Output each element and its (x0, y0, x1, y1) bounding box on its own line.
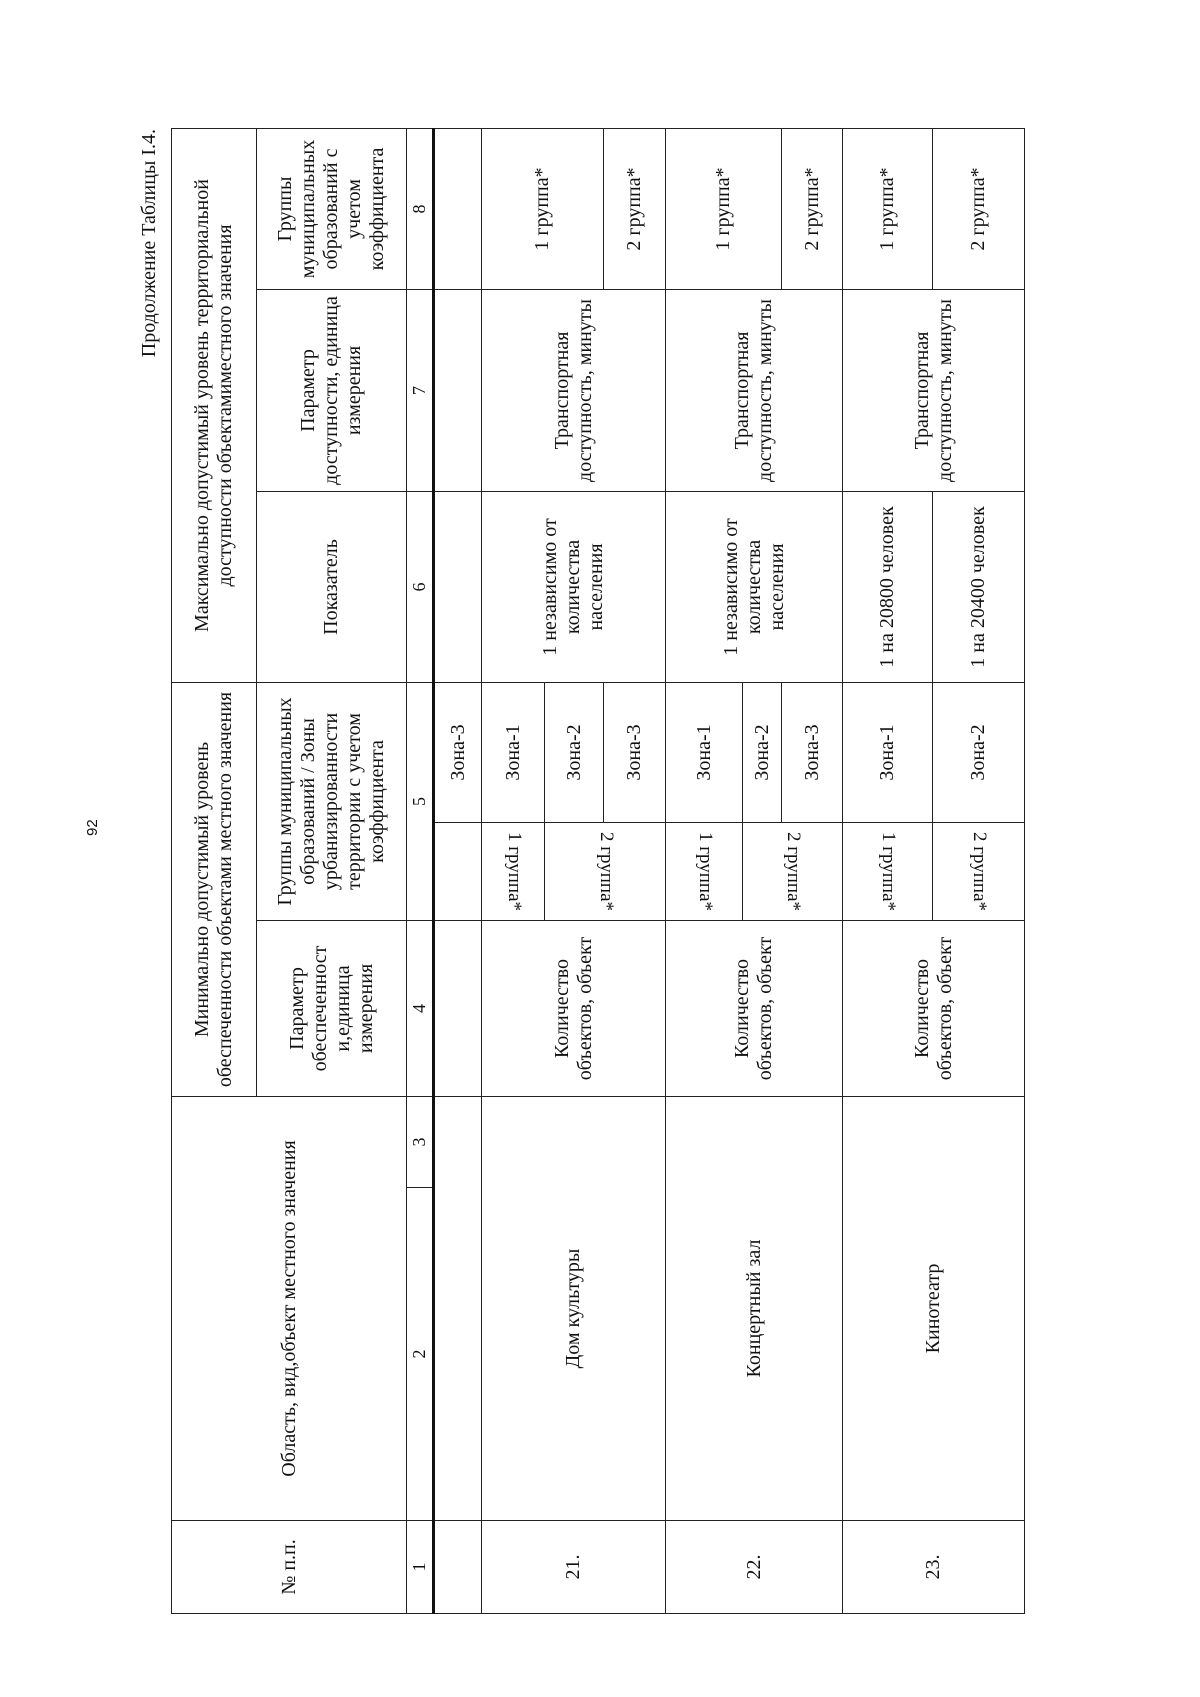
zone-cell: Зона-2 (933, 682, 1025, 822)
access-cell: Транспортная доступность, минуты (843, 289, 1025, 491)
zone-cell: Зона-2 (743, 682, 782, 822)
row-number: 23. (843, 1521, 1025, 1614)
group-cell: 2 группа* (782, 128, 843, 289)
header-col5: Группы муниципальных образований / Зоны урбанизированности территории с учетом коэффициента (257, 682, 407, 920)
object-name: Концертный зал (666, 1097, 843, 1521)
header-min-level: Минимально допустимый уровень обеспеченности объектами местного значения (172, 682, 257, 1096)
param-cell: Количество объектов, объект (666, 921, 843, 1097)
group-cell: 2 группа* (743, 823, 843, 921)
col-number: 3 (407, 1097, 434, 1188)
rotated-page (138, 129, 1112, 1614)
table-row-22 (666, 128, 743, 1613)
group-cell: 1 группа* (482, 823, 545, 921)
value-cell: 1 независимо от количества населения (482, 491, 666, 682)
row-number: 22. (666, 1521, 843, 1614)
group-cell: 2 группа* (545, 823, 666, 921)
zone-cell: Зона-1 (666, 682, 743, 822)
group-cell: 2 группа* (933, 823, 1025, 921)
header-area: Область, вид,объект местного значения (172, 1097, 407, 1521)
zone-cell: Зона-1 (843, 682, 933, 822)
column-number-row (407, 128, 434, 1613)
zone-cell: Зона-3 (782, 682, 843, 822)
value-cell: 1 на 20400 человек (933, 491, 1025, 682)
zone-cell: Зона-1 (482, 682, 545, 822)
col-number: 8 (407, 128, 434, 289)
col-number: 7 (407, 289, 434, 491)
value-cell: 1 на 20800 человек (843, 491, 933, 682)
param-cell: Количество объектов, объект (843, 921, 1025, 1097)
header-col8: Группы муниципальных образований с учетом коэффициента (257, 128, 407, 289)
header-col7: Параметр доступности, единица измерения (257, 289, 407, 491)
group-cell: 1 группа* (666, 823, 743, 921)
continuation-row (434, 128, 482, 1613)
col-number: 2 (407, 1188, 434, 1521)
group-cell: 1 группа* (482, 128, 604, 289)
zone-cell: Зона-2 (545, 682, 604, 822)
header-number: № п.п. (172, 1521, 407, 1614)
page-number: 92 (84, 819, 101, 836)
access-cell: Транспортная доступность, минуты (666, 289, 843, 491)
value-cell: 1 независимо от количества населения (666, 491, 843, 682)
group-cell: 1 группа* (843, 823, 933, 921)
header-col4: Параметр обеспеченност и,единица измерения (257, 921, 407, 1097)
header-max-access: Максимально допустимый уровень территориальной доступности объектамиместного значения (172, 128, 257, 682)
group-cell: 1 группа* (666, 128, 782, 289)
col-number: 1 (407, 1521, 434, 1614)
col-number: 4 (407, 921, 434, 1097)
zone-cell: Зона-3 (604, 682, 666, 822)
table-caption: Продолжение Таблицы I.4. (138, 129, 160, 358)
table-row-23 (843, 128, 933, 1613)
group-cell: 1 группа* (843, 128, 933, 289)
access-cell: Транспортная доступность, минуты (482, 289, 666, 491)
object-name: Дом культуры (482, 1097, 666, 1521)
col-number: 6 (407, 491, 434, 682)
header-col6: Показатель (257, 491, 407, 682)
group-cell: 2 группа* (933, 128, 1025, 289)
col-number: 5 (407, 682, 434, 920)
table-row-21 (482, 128, 545, 1613)
zone-cell: Зона-3 (434, 682, 482, 822)
object-name: Кинотеатр (843, 1097, 1025, 1521)
group-cell: 2 группа* (604, 128, 666, 289)
param-cell: Количество объектов, объект (482, 921, 666, 1097)
row-number: 21. (482, 1521, 666, 1614)
standards-table (171, 128, 1025, 1614)
header-row-1 (172, 128, 257, 1613)
